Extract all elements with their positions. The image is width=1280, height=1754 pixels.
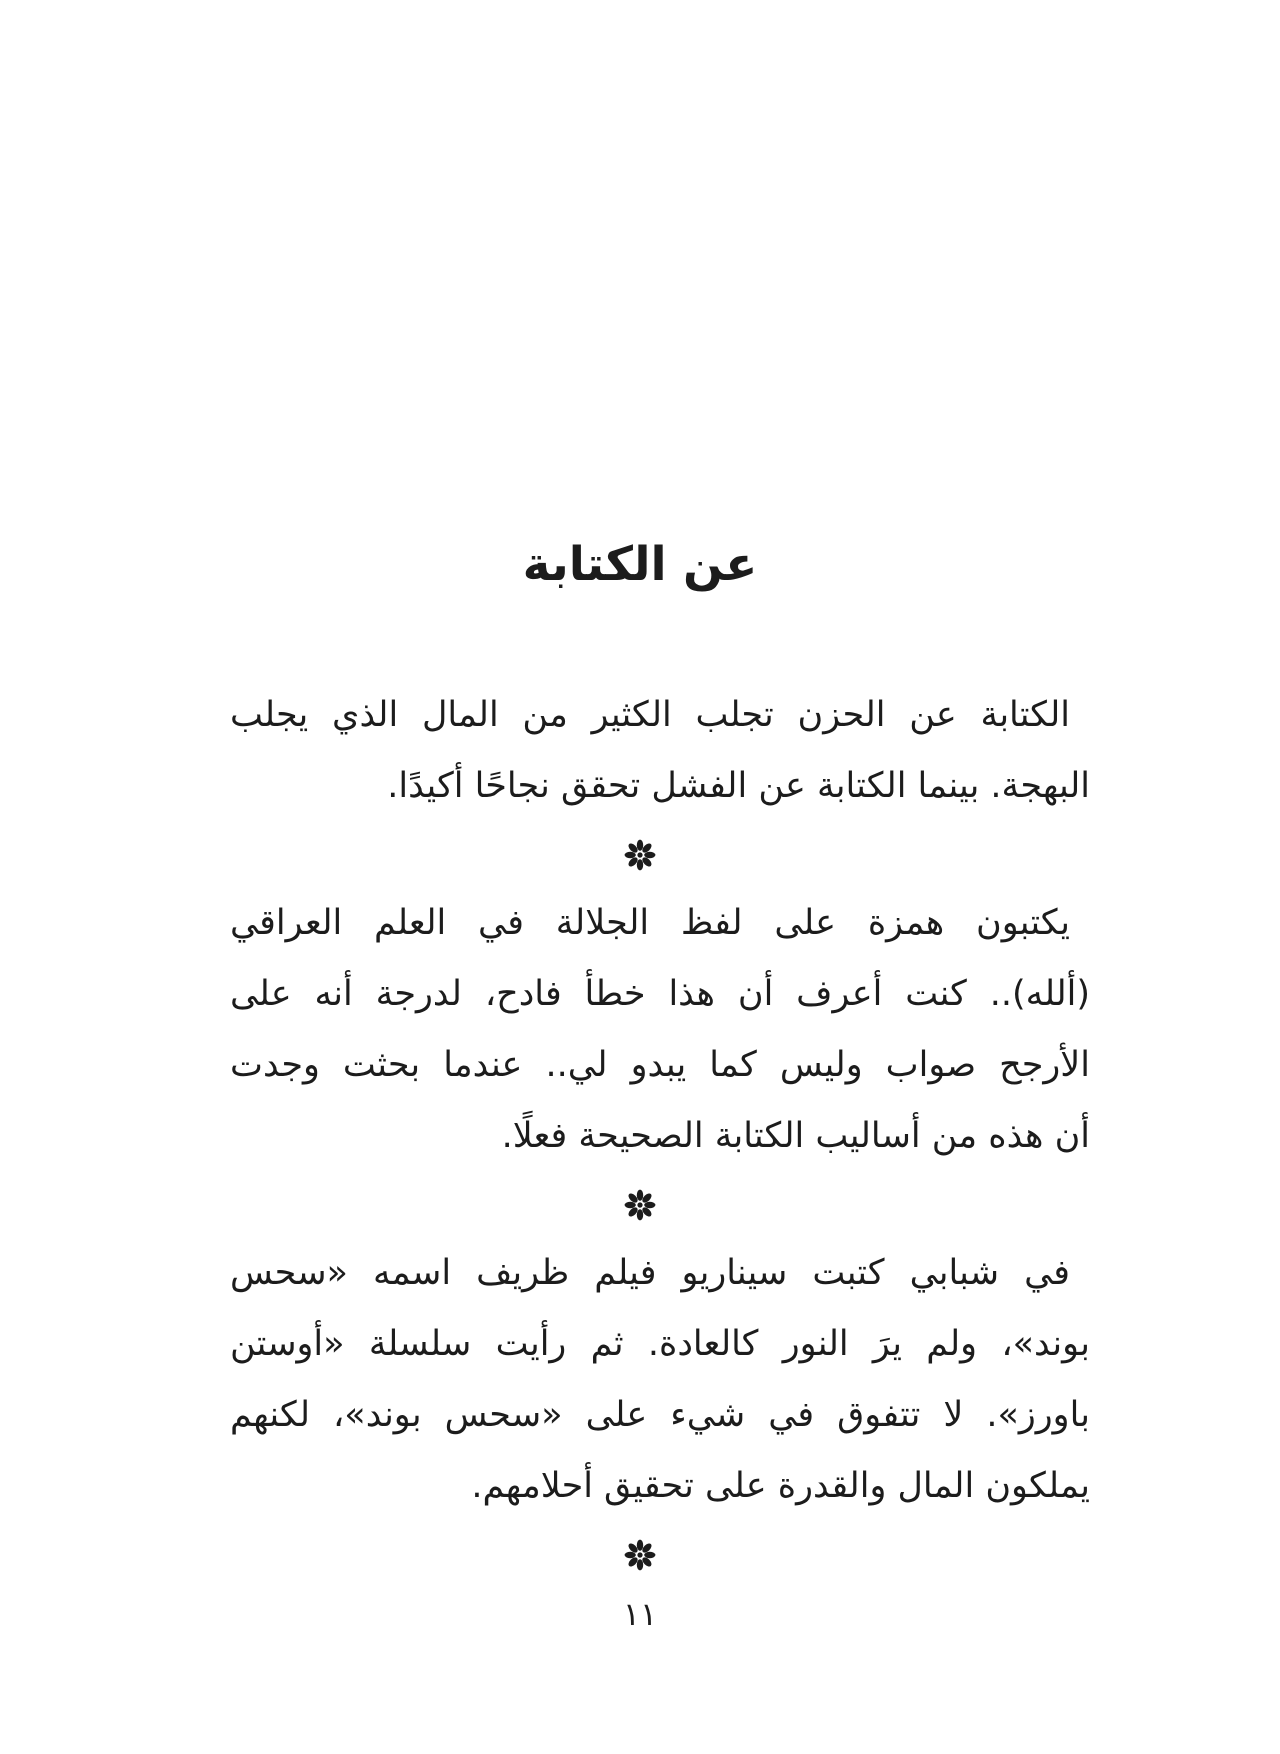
paragraph xyxy=(0,680,1280,822)
paragraph xyxy=(0,1238,1280,1522)
text-line: الكتابة عن الحزن تجلب الكثير من المال الذي يجلب xyxy=(230,695,1070,735)
flower-ornament-icon xyxy=(0,822,1280,888)
text-line: يكتبون همزة على لفظ الجلالة في العلم العراقي xyxy=(230,903,1070,943)
text-line: يملكون المال والقدرة على تحقيق أحلامهم. xyxy=(471,1466,1090,1506)
text-line: بوند»، ولم يرَ النور كالعادة. ثم رأيت سلسلة «أوستن xyxy=(230,1324,1090,1364)
page-number: ١١ xyxy=(622,1595,658,1633)
text-line: في شبابي كتبت سيناريو فيلم ظريف اسمه «سحس xyxy=(230,1253,1070,1293)
text-line: الأرجح صواب وليس كما يبدو لي.. عندما بحثت وجدت xyxy=(230,1045,1090,1085)
flower-ornament-icon xyxy=(0,1172,1280,1238)
body-text xyxy=(0,680,1280,1588)
text-line: أن هذه من أساليب الكتابة الصحيحة فعلًا. xyxy=(501,1116,1090,1156)
page-title: عن الكتابة xyxy=(522,537,758,592)
paragraph xyxy=(0,888,1280,1172)
text-line: (ألله).. كنت أعرف أن هذا خطأ فادح، لدرجة أنه على xyxy=(230,974,1090,1014)
text-line: باورز». لا تتفوق في شيء على «سحس بوند»، لكنهم xyxy=(230,1395,1090,1435)
flower-ornament-icon xyxy=(0,1522,1280,1588)
text-line: البهجة. بينما الكتابة عن الفشل تحقق نجاحًا أكيدًا. xyxy=(387,766,1090,806)
